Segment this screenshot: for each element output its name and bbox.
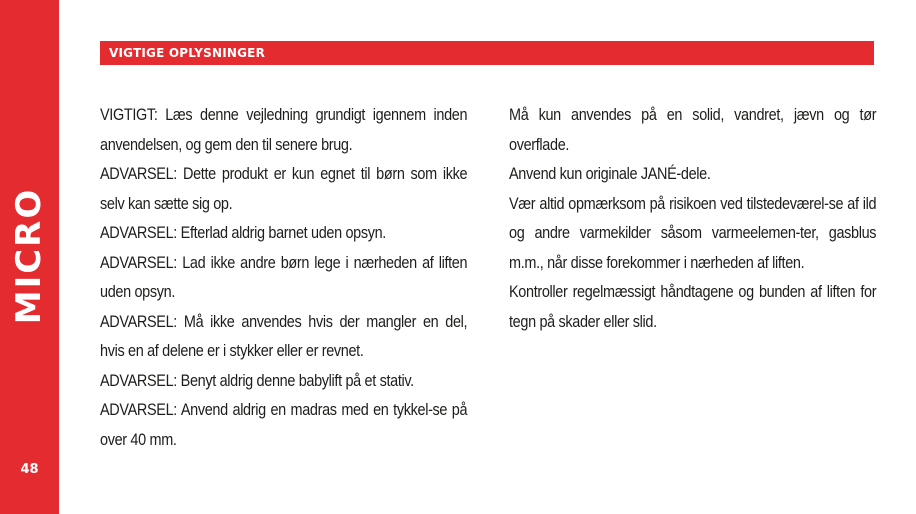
paragraph-warning-children: ADVARSEL: Lad ikke andre børn lege i nærheden af liften uden opsyn. xyxy=(100,252,468,301)
paragraph-inspection: Kontroller regelmæssigt håndtagene og bunden af liften for tegn på skader eller slid. xyxy=(509,282,877,331)
paragraph-heat-sources: Vær altid opmærksom på risikoen ved tilstedeværel-se af ild og andre varmekilder såsom varmeelemen-ter, gasblus m.m., når disse forekommer i nærheden af liften. xyxy=(509,193,877,272)
paragraph-warning-age: ADVARSEL: Dette produkt er kun egnet til børn som ikke selv kan sætte sig op. xyxy=(100,164,468,213)
section-title: VIGTIGE OPLYSNINGER xyxy=(109,46,266,60)
paragraph-warning-stand: ADVARSEL: Benyt aldrig denne babylift på et stativ. xyxy=(100,370,414,390)
section-header-bar xyxy=(100,41,874,65)
brand-label: MICRO xyxy=(9,187,49,325)
page-number: 48 xyxy=(20,462,39,477)
paragraph-surface: Må kun anvendes på en solid, vandret, jævn og tør overflade. xyxy=(509,105,877,154)
paragraph-vigtigt: VIGTIGT: Læs denne vejledning grundigt igennem inden anvendelsen, og gem den til senere brug. xyxy=(100,105,468,154)
side-strip xyxy=(0,0,59,514)
paragraph-original-parts: Anvend kun originale JANÉ-dele. xyxy=(509,164,711,183)
right-text-column xyxy=(509,100,877,336)
paragraph-warning-damaged-parts: ADVARSEL: Må ikke anvendes hvis der mangler en del, hvis en af delene er i stykker eller er revnet. xyxy=(100,311,468,360)
left-text-column xyxy=(100,100,468,454)
paragraph-warning-supervision: ADVARSEL: Efterlad aldrig barnet uden opsyn. xyxy=(100,223,386,242)
paragraph-warning-mattress: ADVARSEL: Anvend aldrig en madras med en tykkel-se på over 40 mm. xyxy=(100,400,468,449)
